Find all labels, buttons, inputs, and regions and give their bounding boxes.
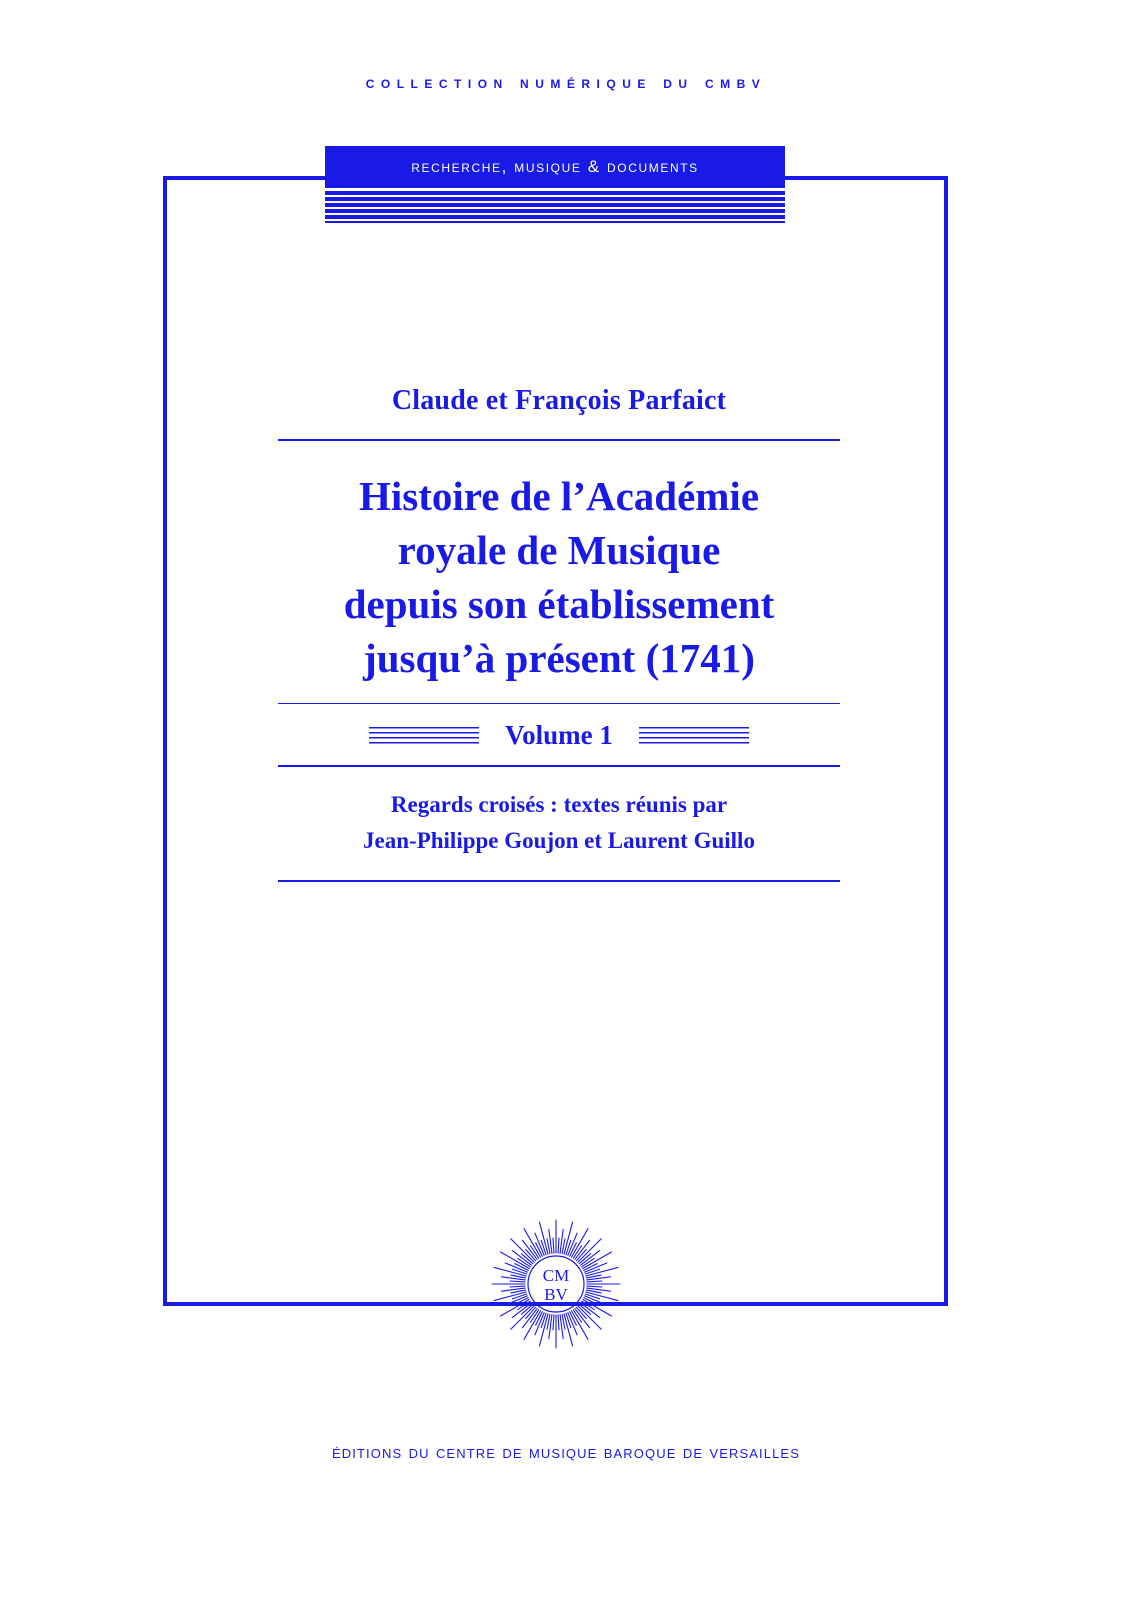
publisher-footer: éditions du centre de musique baroque de versailles [332,1442,800,1463]
series-banner-label: recherche, musique & documents [325,146,785,188]
page-title [278,441,840,703]
volume-row [278,704,840,765]
volume-stripes-right-decoration [639,727,749,745]
volume-stripes-left-decoration [369,727,479,745]
cmbv-logo [490,1218,622,1350]
authors: Claude et François Parfaict [391,385,727,416]
volume-label: Volume 1 [505,720,613,751]
title-line-2: royale de Musique [397,526,721,573]
editors-block [278,767,840,880]
logo-text-line-1: CM [542,1266,570,1285]
title-line-4: jusqu’à présent (1741) [363,634,755,681]
title-line-3: depuis son établissement [343,580,775,627]
collection-line: collection numérique du cmbv [365,72,767,92]
logo-text-line-2: BV [544,1285,568,1304]
editors-line-2: Jean-Philippe Goujon et Laurent Guillo [363,827,755,853]
editors-line-1: Regards croisés : textes réunis par [390,791,728,817]
title-line-1: Histoire de l’Académie [358,472,760,519]
rule-bottom [278,880,840,882]
cover-text-block [278,385,840,882]
